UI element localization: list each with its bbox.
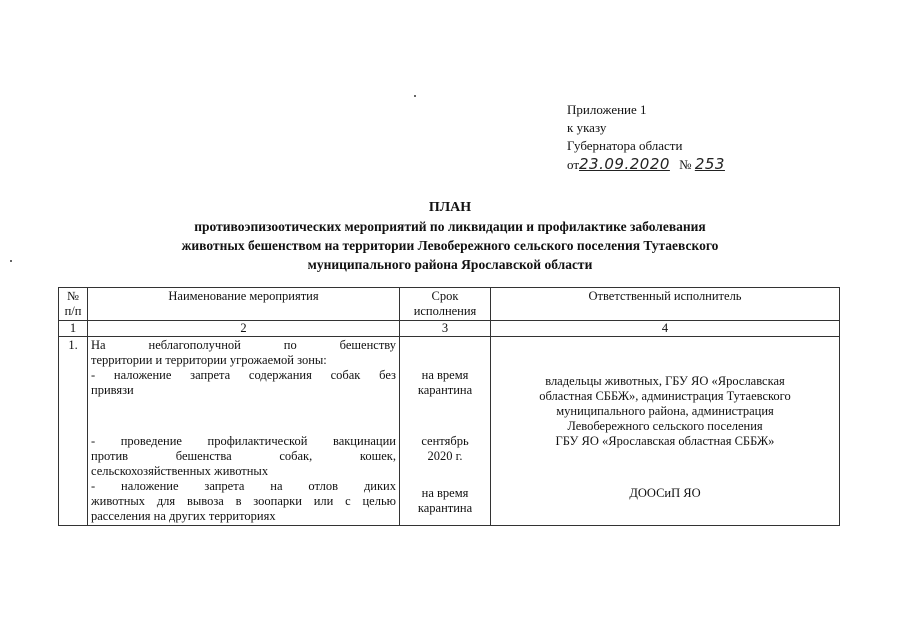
term-item1-a: на время <box>421 368 469 382</box>
measure-item3-c: расселения на других территориях <box>91 509 276 523</box>
measure-item1-b: привязи <box>91 383 134 397</box>
annex-line-3: Губернатора области <box>567 138 683 153</box>
table-row <box>59 337 840 526</box>
document-title <box>60 198 840 274</box>
measure-item2-c: сельскохозяйственных животных <box>91 464 269 478</box>
number-label: № <box>679 157 692 172</box>
row-number: 1. <box>59 337 88 526</box>
measure-item1-a: - наложение запрета содержания собак без <box>91 368 396 382</box>
executor-cell <box>491 337 840 526</box>
executor-item1-b: областная СББЖ», администрация Тутаевского <box>539 389 791 403</box>
title-line-1: противоэпизоотических мероприятий по ликвидации и профилактике заболевания <box>194 219 706 234</box>
scan-speck <box>414 95 416 97</box>
annex-date-line <box>567 155 725 174</box>
title-heading: ПЛАН <box>428 200 472 215</box>
measure-item2-b: против бешенства собак, кошек, <box>91 449 396 463</box>
col-number-1: 1 <box>59 321 88 337</box>
term-item2-b: 2020 г. <box>427 449 463 463</box>
executor-item1-a: владельцы животных, ГБУ ЯО «Ярославская <box>545 374 785 388</box>
term-item2-a: сентябрь <box>421 434 469 448</box>
term-item3-a: на время <box>421 486 469 500</box>
measure-intro-b: территории и территории угрожаемой зоны: <box>91 353 327 367</box>
scan-speck <box>10 260 12 262</box>
col-number-4: 4 <box>491 321 840 337</box>
header-num: № п/п <box>59 288 88 321</box>
executor-item1-d: Левобережного сельского поселения <box>567 419 763 433</box>
handwritten-date: 23.09.2020 <box>579 155 670 173</box>
col-number-3: 3 <box>400 321 491 337</box>
title-line-3: муниципального района Ярославской области <box>307 257 593 272</box>
annex-line-2: к указу <box>567 120 607 135</box>
executor-item2: ГБУ ЯО «Ярославская областная СББЖ» <box>555 434 775 448</box>
from-label: от <box>567 157 580 172</box>
header-term: Срок исполнения <box>400 288 491 321</box>
handwritten-number: 253 <box>694 155 725 173</box>
header-executor: Ответственный исполнитель <box>491 288 840 321</box>
measure-item2-a: - проведение профилактической вакцинации <box>91 434 396 448</box>
term-item1-b: карантина <box>417 383 473 397</box>
measure-cell <box>88 337 400 526</box>
col-number-2: 2 <box>88 321 400 337</box>
term-cell <box>400 337 491 526</box>
measure-intro-a: На неблагополучной по бешенству <box>91 338 396 352</box>
measure-item3-a: - наложение запрета на отлов диких <box>91 479 396 493</box>
executor-item1-c: муниципального района, администрация <box>556 404 774 418</box>
annex-block <box>567 101 725 174</box>
title-line-2: животных бешенством на территории Левобережного сельского поселения Тутаевского <box>181 238 719 253</box>
column-number-row <box>59 321 840 337</box>
term-item3-b: карантина <box>417 501 473 515</box>
measure-item3-b: животных для вывоза в зоопарки или с целью <box>91 494 396 508</box>
plan-table <box>58 287 840 526</box>
header-name: Наименование мероприятия <box>88 288 400 321</box>
header-row <box>59 288 840 321</box>
annex-line-1: Приложение 1 <box>567 102 647 117</box>
executor-item3: ДООСиП ЯО <box>629 486 701 500</box>
